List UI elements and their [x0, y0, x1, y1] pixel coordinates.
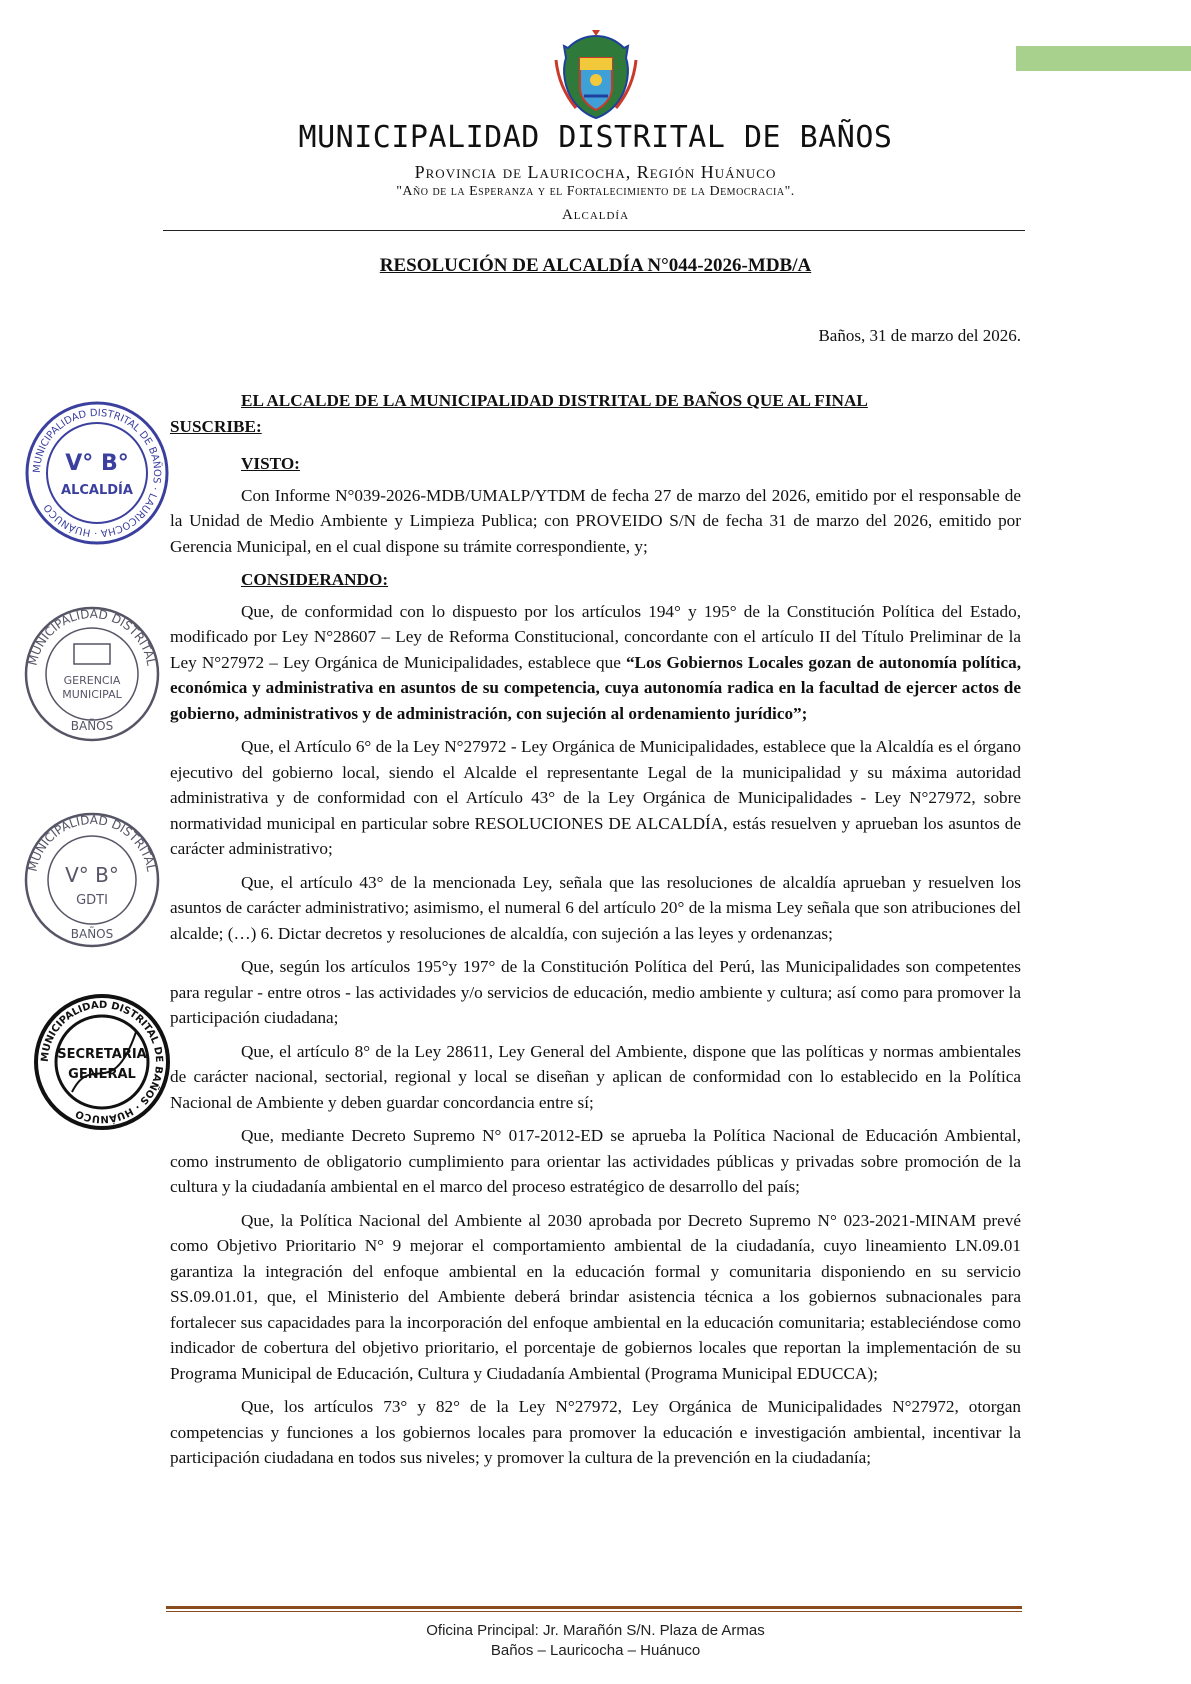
p1-text: Que, de conformidad con lo dispuesto por los artículos 194° y 195° de la Constitución Política del Estado, modificado por Ley N°28607 – Ley de Reforma Constitucional, concordante con el artículo II del Título Preliminar de la Ley N°27972 – Ley Orgánica de Municipalidades, establece que [170, 601, 1021, 672]
date-line: Baños, 31 de marzo del 2026. [818, 326, 1021, 345]
stamp-gerencia-ring-text: MUNICIPALIDAD DISTRITAL [25, 606, 159, 667]
stamp-gdti-bottom: BAÑOS [70, 927, 114, 941]
p1-bold-quote: “Los Gobiernos Locales gozan de autonomía política, económica y administrativa en asuntos de su competencia, cuya autonomía radica en la facultad de ejercer actos de gobierno, administrativos y de administración, con sujeción al ordenamiento jurídico”; [170, 652, 1021, 723]
visto-paragraph: Con Informe N°039-2026-MDB/UMALP/YTDM de fecha 27 de marzo del 2026, emitido por el responsable de la Unidad de Medio Ambiente y Limpieza Publica; con PROVEIDO S/N de fecha 31 de marzo del 2026, emitido por Gerencia Municipal, en el cual dispone su trámite correspondiente, y; [170, 485, 1021, 556]
considerando-paragraph-1 [170, 599, 1021, 727]
stamp-gdti-label: GDTI [76, 893, 108, 908]
province-subtitle: Provincia de Lauricocha, Región Huánuco [414, 162, 777, 182]
visto-heading: VISTO: [241, 454, 300, 473]
considerando-paragraph-6: Que, mediante Decreto Supremo N° 017-2012-ED se aprueba la Política Nacional de Educación Ambiental, como instrumento de obligatorio cumplimiento para orientar las actividades públicas y privadas sobre promoción de la cultura y la ciudadanía ambiental en el marco del proceso estratégico de desarrollo del país; [170, 1126, 1021, 1196]
footer-address: Oficina Principal: Jr. Marañón S/N. Plaza de Armas [426, 1622, 765, 1639]
intro-heading-line1: EL ALCALDE DE LA MUNICIPALIDAD DISTRITAL DE BAÑOS QUE AL FINAL [241, 391, 868, 410]
header-divider [163, 230, 1025, 231]
year-motto: "Año de la Esperanza y el Fortalecimiento de la Democracia". [396, 184, 795, 199]
stamp-secretaria-ring-text: MUNICIPALIDAD DISTRITAL DE BAÑOS · HUÁNUCO [39, 999, 165, 1125]
considerando-paragraph-5: Que, el artículo 8° de la Ley 28611, Ley General del Ambiente, dispone que las políticas y normas ambientales de carácter nacional, sectorial, regional y local se diseñan y aplican de conformidad con lo establecido en la Política Nacional de Ambiente y deben guardar concordancia entre sí; [170, 1041, 1021, 1112]
considerando-paragraph-4: Que, según los artículos 195°y 197° de la Constitución Política del Perú, las Municipalidades son competentes para regular - entre otros - las actividades y/o servicios de educación, medio ambiente y cultura; así como para promover la participación ciudadana; [170, 957, 1021, 1027]
stamp-gerencia-bottom: BAÑOS [70, 719, 114, 733]
stamp-gdti-vb: V° B° [65, 863, 119, 887]
considerando-heading: CONSIDERANDO: [241, 570, 389, 589]
document-body [170, 388, 1021, 1479]
stamp-gerencia-line2: MUNICIPAL [62, 688, 122, 701]
considerando-paragraph-2: Que, el Artículo 6° de la Ley N°27972 - Ley Orgánica de Municipalidades, establece que la Alcaldía es el órgano ejecutivo del gobierno local, siendo el Alcalde el representante Legal de la municipalidad y su máxima autoridad administrativa y de conformidad con el Artículo 43° de la Ley Orgánica de Municipalidades - Ley N°27972, sobre normatividad municipal en particular sobre RESOLUCIONES DE ALCALDÍA, estás resuelven y aprueban los asuntos de carácter administrativo; [170, 737, 1021, 858]
intro-heading-line2: SUSCRIBE: [170, 416, 262, 436]
resolution-title: RESOLUCIÓN DE ALCALDÍA N°044-2026-MDB/A [379, 255, 812, 276]
stamp-gdti-ring-text: MUNICIPALIDAD DISTRITAL [25, 812, 159, 873]
corner-tab [1016, 46, 1191, 71]
footer-location: Baños – Lauricocha – Huánuco [490, 1642, 701, 1659]
stamp-alcaldia-label: ALCALDÍA [61, 483, 133, 498]
stamp-gerencia [22, 604, 162, 744]
office-label: Alcaldía [561, 207, 630, 223]
footer-divider-thick [166, 1606, 1022, 1609]
stamp-alcaldia-vb: V° B° [65, 451, 129, 476]
stamp-secretaria-line1: SECRETARIA [57, 1047, 147, 1062]
municipality-title: MUNICIPALIDAD DISTRITAL DE BAÑOS [298, 120, 893, 155]
considerando-paragraph-8: Que, los artículos 73° y 82° de la Ley N°27972, Ley Orgánica de Municipalidades N°27972, otorgan competencias y funciones a los gobiernos locales para promover la educación e investigación ambiental, incentivar la participación ciudadana en todos sus niveles; y promover la cultura de la prevención en la ciudadanía; [170, 1397, 1021, 1467]
stamp-alcaldia [22, 398, 172, 548]
considerando-paragraph-3: Que, el artículo 43° de la mencionada Ley, señala que las resoluciones de alcaldía aprueban y resuelven los asuntos de carácter administrativo; asimismo, el numeral 6 del artículo 20° de la misma Ley señala que son atribuciones del alcalde; (…) 6. Dictar decretos y resoluciones de alcaldía, con sujeción a las leyes y ordenanzas; [170, 872, 1021, 943]
stamp-gdti [22, 810, 162, 950]
considerando-paragraph-7: Que, la Política Nacional del Ambiente al 2030 aprobada por Decreto Supremo N° 023-2021-MINAM prevé como Objetivo Prioritario N° 9 mejorar el comportamiento ambiental de la ciudadanía, cuyo lineamiento LN.09.01 garantiza la integración del enfoque ambiental en la educación formal y comunitaria disponiendo en su servicio SS.09.01.01, que, el Ministerio del Ambiente deberá brindar asistencia técnica a los gobiernos subnacionales para fortalecer sus capacidades para la incorporación del enfoque ambiental en la educación comunitaria; estableciéndose como indicador de cobertura del objetivo prioritario, el porcentaje de gobiernos locales que reportan la implementación de su Programa Municipal de Educación, Cultura y Ciudadanía Ambiental (Programa Municipal EDUCCA); [170, 1210, 1021, 1383]
footer-divider-thin [166, 1611, 1022, 1612]
stamp-alcaldia-ring-text: MUNICIPALIDAD DISTRITAL DE BAÑOS · LAURICOCHA · HUÁNUCO [31, 407, 163, 539]
municipal-crest-logo [546, 30, 646, 122]
stamp-secretaria-line2: GENERAL [68, 1067, 136, 1082]
stamp-secretaria [32, 992, 172, 1132]
stamp-gerencia-line1: GERENCIA [63, 674, 121, 687]
